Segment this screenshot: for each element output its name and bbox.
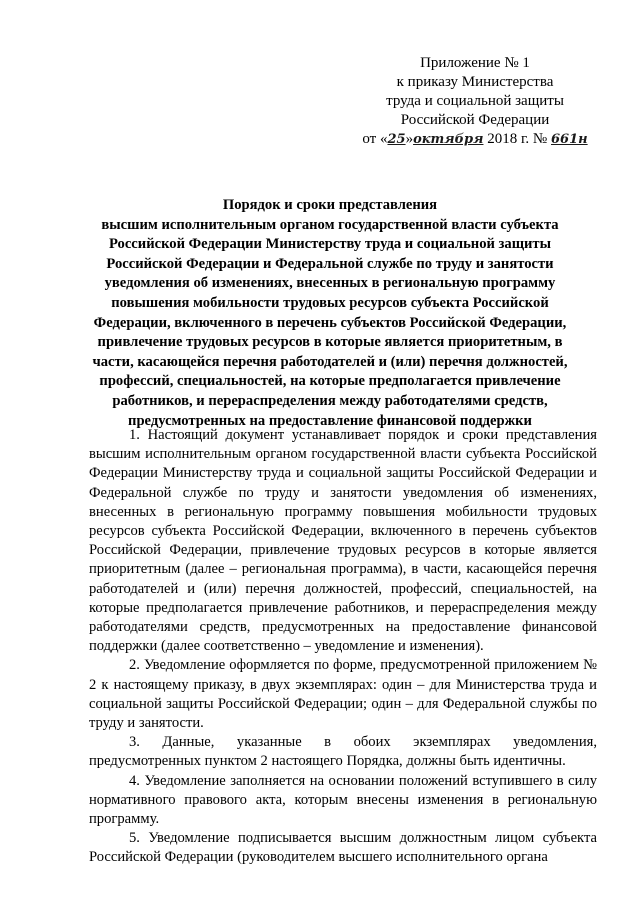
title-line: Российской Федерации Министерству труда и социальной защиты <box>108 236 552 253</box>
title-line: высшим исполнительным органом государственной власти субъекта <box>101 216 559 233</box>
appendix-ministry: труда и социальной защиты <box>386 93 564 109</box>
appendix-number: Приложение № 1 <box>420 55 530 71</box>
date-year: 2018 г. № <box>483 131 551 147</box>
paragraph-4: 4. Уведомление заполняется на основании положений вступившего в силу нормативного правового акта, которым внесены изменения в региональную программу. <box>89 772 597 828</box>
document-body <box>89 426 597 868</box>
title-line: профессий, специальностей, на которые предполагается привлечение <box>99 373 561 390</box>
appendix-header <box>360 54 590 149</box>
title-line: Порядок и сроки представления <box>222 197 438 213</box>
paragraph-5: 5. Уведомление подписывается высшим должностным лицом субъекта Российской Федерации (руководителем высшего исполнительного органа <box>89 830 597 866</box>
title-line: уведомления об изменениях, внесенных в региональную программу <box>104 275 556 292</box>
date-prefix: от « <box>362 131 388 147</box>
document-title <box>70 196 590 431</box>
title-line: повышения мобильности трудовых ресурсов субъекта Российской <box>111 294 549 311</box>
appendix-country: Российской Федерации <box>400 112 550 128</box>
paragraph-2: 2. Уведомление оформляется по форме, предусмотренной приложением № 2 к настоящему приказу, в двух экземплярах: один – для Министерства труда и социальной защиты Российской Федерации; один – для Федеральной службы по труду и занятости. <box>89 657 597 732</box>
title-line: Российской Федерации и Федеральной службе по труду и занятости <box>106 255 554 272</box>
paragraph-3: 3. Данные, указанные в обоих экземплярах уведомления, предусмотренных пунктом 2 настоящего Порядка, должны быть идентичны. <box>89 734 597 770</box>
date-mid: » <box>405 131 414 147</box>
appendix-date-line <box>360 130 590 149</box>
title-line: привлечение трудовых ресурсов в которые является приоритетным, в <box>97 334 563 351</box>
appendix-order-ref: к приказу Министерства <box>396 74 554 90</box>
handwritten-month: октября <box>413 132 484 147</box>
handwritten-order-number: 661н <box>551 132 588 147</box>
title-line: Федерации, включенного в перечень субъектов Российской Федерации, <box>93 314 567 331</box>
title-line: предусмотренных на предоставление финансовой поддержки <box>128 412 532 429</box>
title-line: части, касающейся перечня работодателей и (или) перечня должностей, <box>92 353 568 370</box>
handwritten-day: 25 <box>387 132 406 147</box>
title-line: работников, и перераспределения между работодателями средств, <box>112 392 548 409</box>
paragraph-1: 1. Настоящий документ устанавливает порядок и сроки представления высшим исполнительным органом государственной власти субъекта Российской Федерации Министерству труда и социальной защиты Российской Федерации и Федеральной службе по труду и занятости уведомления об изменениях, внесенных в региональную программу повышения мобильности трудовых ресурсов субъекта Российской Федерации, включенного в перечень субъектов Российской Федерации, привлечение трудовых ресурсов в которые является приоритетным (далее – региональная программа), в части, касающейся перечня работодателей и (или) перечня должностей, профессий, специальностей, на которые предполагается привлечение работников, и перераспределения между работодателями средств, предусмотренных на предоставление финансовой поддержки (далее соответственно – уведомление и изменения). <box>89 427 597 655</box>
